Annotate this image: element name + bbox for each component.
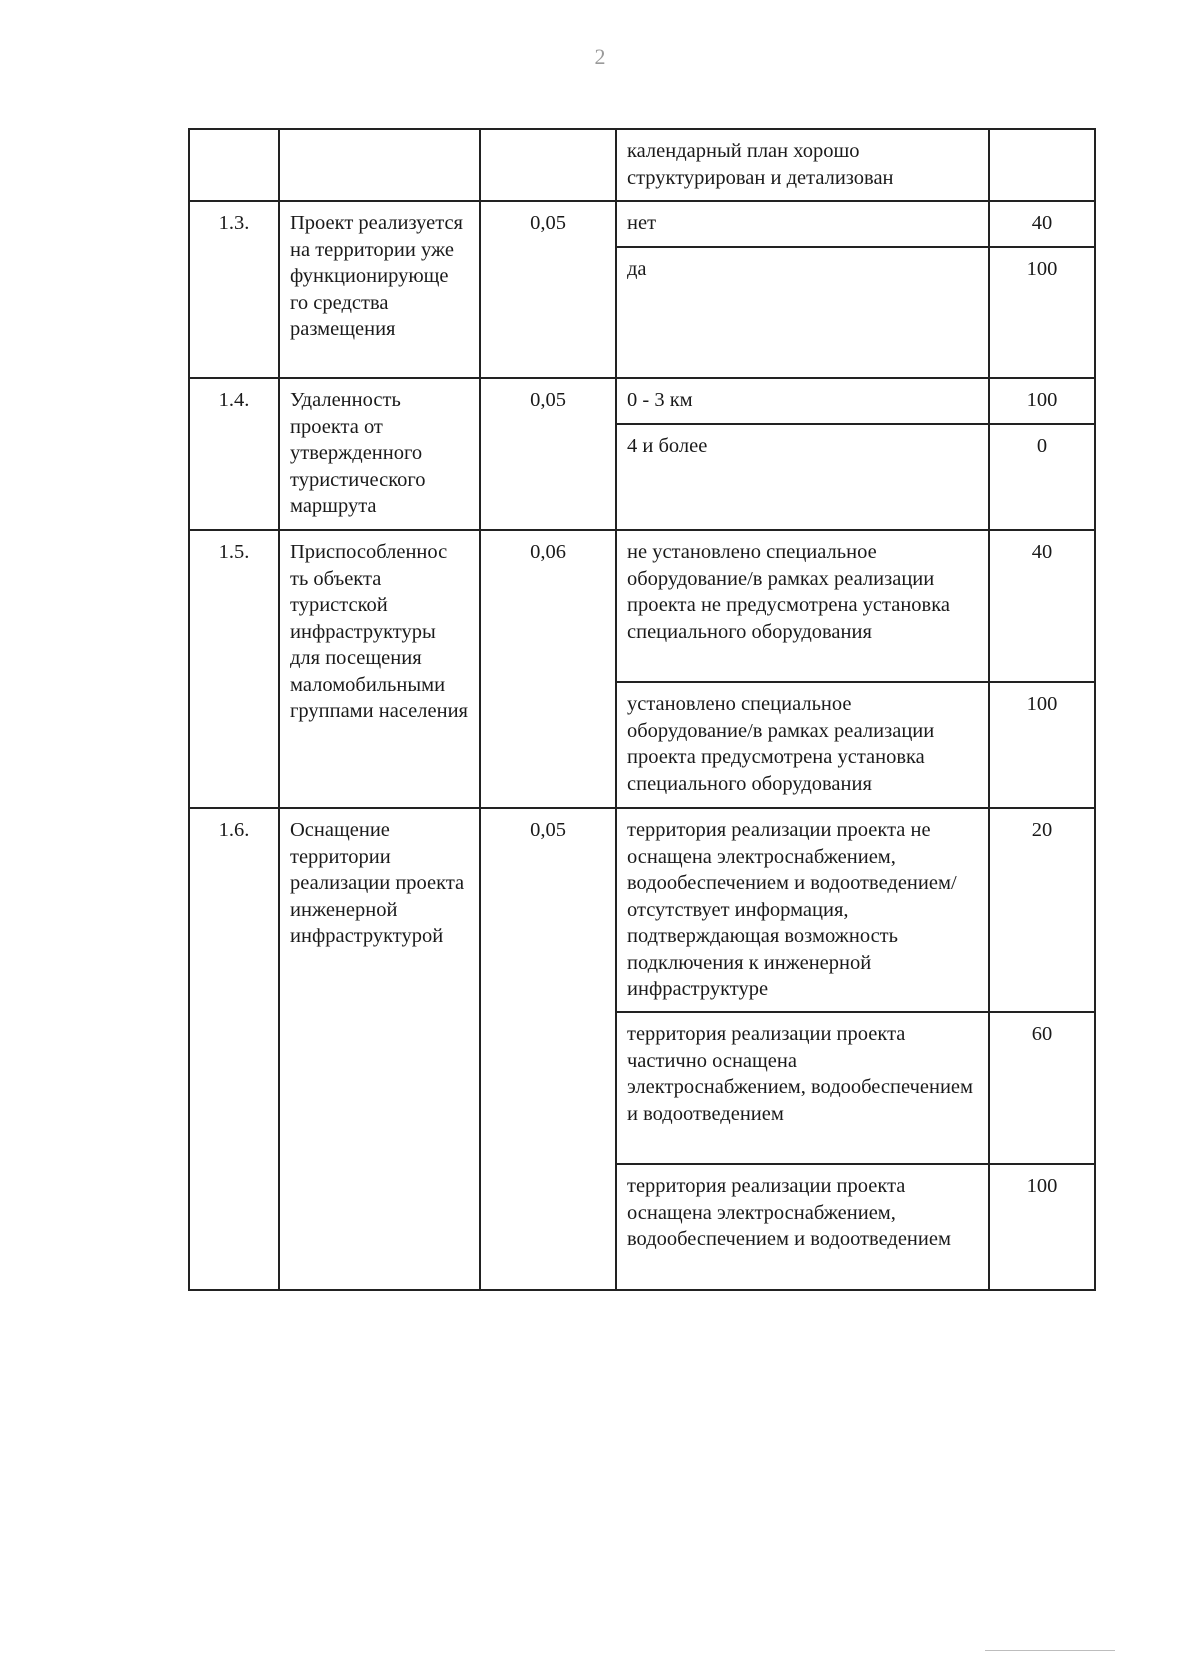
- option-text: установлено специальное оборудование/в рамках реализации проекта предусмотрена установка специального оборудования: [616, 682, 989, 808]
- option-score: 40: [989, 201, 1095, 247]
- option-text: календарный план хорошо структурирован и детализован: [616, 129, 989, 201]
- weight-coefficient: 0,05: [480, 378, 616, 530]
- row-number: 1.5.: [189, 530, 279, 808]
- option-score: 60: [989, 1012, 1095, 1164]
- option-text: нет: [616, 201, 989, 247]
- option-score: 0: [989, 424, 1095, 530]
- option-score: 20: [989, 808, 1095, 1012]
- table-row: [189, 378, 1095, 424]
- option-score: 40: [989, 530, 1095, 682]
- option-text: территория реализации проекта частично оснащена электроснабжением, водообеспечением и водоотведением: [616, 1012, 989, 1164]
- weight-coefficient: 0,05: [480, 808, 616, 1290]
- weight-coefficient: 0,06: [480, 530, 616, 808]
- criterion-name: Проект реализуется на территории уже функционирующе го средства размещения: [279, 201, 480, 378]
- criterion-name: Приспособленнос ть объекта туристской инфраструктуры для посещения маломобильными группами населения: [279, 530, 480, 808]
- table-row: [189, 530, 1095, 682]
- option-text: 0 - 3 км: [616, 378, 989, 424]
- weight-coefficient: 0,05: [480, 201, 616, 378]
- option-text: не установлено специальное оборудование/в рамках реализации проекта не предусмотрена установка специального оборудования: [616, 530, 989, 682]
- option-text: территория реализации проекта оснащена электроснабжением, водообеспечением и водоотведением: [616, 1164, 989, 1290]
- option-score: 100: [989, 1164, 1095, 1290]
- option-score: 100: [989, 247, 1095, 378]
- option-text: территория реализации проекта не оснащена электроснабжением, водообеспечением и водоотведением/отсутствует информация, подтверждающая возможность подключения к инженерной инфраструктуре: [616, 808, 989, 1012]
- row-number: 1.3.: [189, 201, 279, 378]
- option-score: [989, 129, 1095, 201]
- table-row: [189, 808, 1095, 1012]
- criterion-name: Оснащение территории реализации проекта инженерной инфраструктурой: [279, 808, 480, 1290]
- table-row: [189, 201, 1095, 247]
- table-row: [189, 129, 1095, 201]
- weight-coefficient: [480, 129, 616, 201]
- row-number: [189, 129, 279, 201]
- option-text: да: [616, 247, 989, 378]
- criterion-name: [279, 129, 480, 201]
- criteria-table: [188, 128, 1096, 1291]
- option-text: 4 и более: [616, 424, 989, 530]
- criterion-name: Удаленность проекта от утвержденного туристического маршрута: [279, 378, 480, 530]
- page-number: 2: [594, 44, 606, 69]
- row-number: 1.6.: [189, 808, 279, 1290]
- option-score: 100: [989, 682, 1095, 808]
- option-score: 100: [989, 378, 1095, 424]
- footer-rule: [985, 1650, 1115, 1651]
- row-number: 1.4.: [189, 378, 279, 530]
